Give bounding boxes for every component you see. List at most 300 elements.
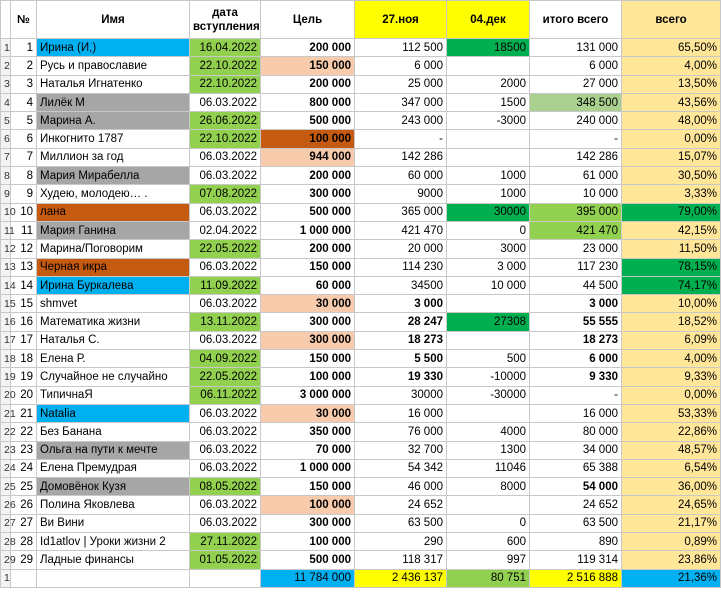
cell-percent[interactable]: 22,86%	[622, 423, 721, 441]
cell-num[interactable]: 25	[11, 478, 37, 496]
row-header[interactable]: 1	[1, 39, 11, 57]
cell-name[interactable]: лана	[37, 203, 190, 221]
cell-num[interactable]: 10	[11, 203, 37, 221]
cell-date[interactable]: 07.08.2022	[190, 185, 261, 203]
table-row	[1, 276, 721, 294]
cell-week2[interactable]	[447, 404, 530, 422]
cell-percent[interactable]: 10,00%	[622, 295, 721, 313]
cell-date[interactable]: 22.10.2022	[190, 130, 261, 148]
cell-name[interactable]: Инкогнито 1787	[37, 130, 190, 148]
cell-total[interactable]: 6 000	[530, 350, 622, 368]
col-header-date[interactable]: дата вступления	[190, 1, 261, 39]
cell-percent[interactable]: 24,65%	[622, 496, 721, 514]
cell-total[interactable]: 44 500	[530, 276, 622, 294]
cell-num[interactable]: 27	[11, 514, 37, 532]
total-sum[interactable]: 2 516 888	[530, 569, 622, 587]
cell-name[interactable]: Ви Вини	[37, 514, 190, 532]
cell-percent[interactable]: 3,33%	[622, 185, 721, 203]
cell-week1[interactable]: 46 000	[355, 478, 447, 496]
cell-total[interactable]: 55 555	[530, 313, 622, 331]
cell-name[interactable]: Мария Мирабелла	[37, 167, 190, 185]
cell-total[interactable]: 395 000	[530, 203, 622, 221]
cell-week2[interactable]: -30000	[447, 386, 530, 404]
total-week1[interactable]: 2 436 137	[355, 569, 447, 587]
cell-empty[interactable]	[37, 569, 190, 587]
cell-date[interactable]: 22.05.2022	[190, 368, 261, 386]
cell-name[interactable]: Полина Яковлева	[37, 496, 190, 514]
cell-total[interactable]: 240 000	[530, 112, 622, 130]
cell-name[interactable]: Id1atlov | Уроки жизни 2	[37, 533, 190, 551]
cell-total[interactable]: 65 388	[530, 459, 622, 477]
cell-goal[interactable]: 200 000	[261, 240, 355, 258]
cell-name[interactable]: Лилёк М	[37, 93, 190, 111]
cell-week2[interactable]: 30000	[447, 203, 530, 221]
cell-goal[interactable]: 800 000	[261, 93, 355, 111]
cell-total[interactable]: -	[530, 130, 622, 148]
cell-total[interactable]: 3 000	[530, 295, 622, 313]
cell-percent[interactable]: 65,50%	[622, 39, 721, 57]
cell-percent[interactable]: 48,57%	[622, 441, 721, 459]
cell-goal[interactable]: 150 000	[261, 350, 355, 368]
table-row	[1, 295, 721, 313]
cell-total[interactable]: 16 000	[530, 404, 622, 422]
cell-date[interactable]: 27.11.2022	[190, 533, 261, 551]
cell-goal[interactable]: 350 000	[261, 423, 355, 441]
cell-week2[interactable]: 18500	[447, 39, 530, 57]
table-row	[1, 203, 721, 221]
cell-date[interactable]: 22.10.2022	[190, 57, 261, 75]
table-row	[1, 57, 721, 75]
cell-total[interactable]: 119 314	[530, 551, 622, 569]
cell-num[interactable]: 2	[11, 57, 37, 75]
cell-name[interactable]: Худею, молодею… .	[37, 185, 190, 203]
cell-num[interactable]: 19	[11, 368, 37, 386]
cell-week1[interactable]: 142 286	[355, 148, 447, 166]
cell-total[interactable]: 131 000	[530, 39, 622, 57]
cell-num[interactable]: 29	[11, 551, 37, 569]
cell-total[interactable]: 80 000	[530, 423, 622, 441]
cell-num[interactable]: 16	[11, 313, 37, 331]
cell-week1[interactable]: 32 700	[355, 441, 447, 459]
table-row	[1, 350, 721, 368]
cell-total[interactable]: 10 000	[530, 185, 622, 203]
cell-date[interactable]: 13.11.2022	[190, 313, 261, 331]
cell-name[interactable]: Елена Р.	[37, 350, 190, 368]
cell-week2[interactable]: 11046	[447, 459, 530, 477]
cell-week1[interactable]: 76 000	[355, 423, 447, 441]
cell-week2[interactable]: -3000	[447, 112, 530, 130]
col-header-goal[interactable]: Цель	[261, 1, 355, 39]
cell-goal[interactable]: 1 000 000	[261, 459, 355, 477]
cell-percent[interactable]: 42,15%	[622, 221, 721, 239]
table-row	[1, 258, 721, 276]
cell-goal[interactable]: 100 000	[261, 368, 355, 386]
cell-num[interactable]: 11	[11, 221, 37, 239]
cell-date[interactable]: 06.03.2022	[190, 423, 261, 441]
cell-num[interactable]: 6	[11, 130, 37, 148]
cell-percent[interactable]: 36,00%	[622, 478, 721, 496]
row-header[interactable]: 19	[1, 368, 11, 386]
totals-row	[1, 569, 721, 587]
cell-date[interactable]: 06.03.2022	[190, 404, 261, 422]
cell-goal[interactable]: 100 000	[261, 130, 355, 148]
cell-num[interactable]: 15	[11, 295, 37, 313]
cell-date[interactable]: 06.03.2022	[190, 459, 261, 477]
cell-percent[interactable]: 4,00%	[622, 350, 721, 368]
cell-goal[interactable]: 150 000	[261, 478, 355, 496]
cell-percent[interactable]: 18,52%	[622, 313, 721, 331]
row-header[interactable]: 14	[1, 276, 11, 294]
cell-num[interactable]: 8	[11, 167, 37, 185]
cell-total[interactable]: 117 230	[530, 258, 622, 276]
cell-week2[interactable]: 10 000	[447, 276, 530, 294]
table-row	[1, 112, 721, 130]
row-header[interactable]: 25	[1, 478, 11, 496]
cell-week1[interactable]: 114 230	[355, 258, 447, 276]
row-header[interactable]: 6	[1, 130, 11, 148]
cell-total[interactable]: 6 000	[530, 57, 622, 75]
row-header[interactable]: 24	[1, 459, 11, 477]
cell-week1[interactable]: 34500	[355, 276, 447, 294]
cell-week2[interactable]	[447, 57, 530, 75]
cell-date[interactable]: 06.03.2022	[190, 496, 261, 514]
cell-date[interactable]: 06.03.2022	[190, 514, 261, 532]
cell-week2[interactable]	[447, 148, 530, 166]
cell-total[interactable]: 34 000	[530, 441, 622, 459]
cell-num[interactable]: 26	[11, 496, 37, 514]
row-header[interactable]: 20	[1, 386, 11, 404]
cell-total[interactable]: 348 500	[530, 93, 622, 111]
row-header[interactable]: 18	[1, 350, 11, 368]
cell-num[interactable]: 21	[11, 404, 37, 422]
cell-week2[interactable]: 27308	[447, 313, 530, 331]
cell-total[interactable]: 23 000	[530, 240, 622, 258]
cell-week2[interactable]: 3 000	[447, 258, 530, 276]
cell-week2[interactable]: 997	[447, 551, 530, 569]
cell-num[interactable]: 17	[11, 331, 37, 349]
cell-name[interactable]: Марина А.	[37, 112, 190, 130]
cell-num[interactable]: 13	[11, 258, 37, 276]
cell-num[interactable]: 12	[11, 240, 37, 258]
cell-goal[interactable]: 500 000	[261, 203, 355, 221]
cell-percent[interactable]: 74,17%	[622, 276, 721, 294]
cell-goal[interactable]: 500 000	[261, 551, 355, 569]
cell-num[interactable]: 1	[11, 39, 37, 57]
cell-name[interactable]: Наталья С.	[37, 331, 190, 349]
cell-percent[interactable]: 0,89%	[622, 533, 721, 551]
cell-name[interactable]: Мария Ганина	[37, 221, 190, 239]
cell-date[interactable]: 08.05.2022	[190, 478, 261, 496]
cell-name[interactable]: Natalia	[37, 404, 190, 422]
table-row	[1, 496, 721, 514]
table-row	[1, 148, 721, 166]
cell-percent[interactable]: 15,07%	[622, 148, 721, 166]
header-row	[1, 1, 721, 39]
cell-percent[interactable]: 53,33%	[622, 404, 721, 422]
cell-total[interactable]: 54 000	[530, 478, 622, 496]
cell-percent[interactable]: 11,50%	[622, 240, 721, 258]
cell-week1[interactable]: 28 247	[355, 313, 447, 331]
cell-goal[interactable]: 3 000 000	[261, 386, 355, 404]
cell-name[interactable]: Ольга на пути к мечте	[37, 441, 190, 459]
cell-name[interactable]: Домовёнок Кузя	[37, 478, 190, 496]
cell-goal[interactable]: 100 000	[261, 496, 355, 514]
col-header-total[interactable]: итого всего	[530, 1, 622, 39]
row-header[interactable]: 4	[1, 93, 11, 111]
cell-empty[interactable]	[190, 569, 261, 587]
cell-week1[interactable]: 6 000	[355, 57, 447, 75]
cell-total[interactable]: 890	[530, 533, 622, 551]
col-header-num[interactable]: №	[11, 1, 37, 39]
cell-date[interactable]: 06.03.2022	[190, 295, 261, 313]
cell-week2[interactable]: 3000	[447, 240, 530, 258]
cell-num[interactable]: 24	[11, 459, 37, 477]
cell-goal[interactable]: 70 000	[261, 441, 355, 459]
table-row	[1, 533, 721, 551]
table-row	[1, 221, 721, 239]
cell-week1[interactable]: 16 000	[355, 404, 447, 422]
table-row	[1, 478, 721, 496]
cell-week1[interactable]: 19 330	[355, 368, 447, 386]
cell-week1[interactable]: -	[355, 130, 447, 148]
cell-week2[interactable]	[447, 496, 530, 514]
total-week2[interactable]: 80 751	[447, 569, 530, 587]
row-header[interactable]: 27	[1, 514, 11, 532]
cell-name[interactable]: Ирина Буркалева	[37, 276, 190, 294]
cell-week2[interactable]: 8000	[447, 478, 530, 496]
cell-date[interactable]: 16.04.2022	[190, 39, 261, 57]
cell-week2[interactable]: -10000	[447, 368, 530, 386]
row-header[interactable]: 2	[1, 57, 11, 75]
row-header[interactable]: 1	[1, 569, 11, 587]
cell-goal[interactable]: 200 000	[261, 167, 355, 185]
cell-goal[interactable]: 500 000	[261, 112, 355, 130]
cell-week2[interactable]: 1000	[447, 167, 530, 185]
cell-num[interactable]: 4	[11, 93, 37, 111]
cell-date[interactable]: 06.03.2022	[190, 93, 261, 111]
cell-percent[interactable]: 6,09%	[622, 331, 721, 349]
row-header[interactable]: 22	[1, 423, 11, 441]
cell-num[interactable]: 7	[11, 148, 37, 166]
cell-week1[interactable]: 30000	[355, 386, 447, 404]
cell-goal[interactable]: 300 000	[261, 185, 355, 203]
cell-date[interactable]: 01.05.2022	[190, 551, 261, 569]
cell-empty[interactable]	[11, 569, 37, 587]
cell-name[interactable]: Русь и православие	[37, 57, 190, 75]
cell-goal[interactable]: 300 000	[261, 514, 355, 532]
cell-date[interactable]: 06.03.2022	[190, 441, 261, 459]
row-header[interactable]: 26	[1, 496, 11, 514]
cell-total[interactable]: 63 500	[530, 514, 622, 532]
cell-week1[interactable]: 243 000	[355, 112, 447, 130]
cell-percent[interactable]: 23,86%	[622, 551, 721, 569]
cell-date[interactable]: 06.03.2022	[190, 148, 261, 166]
table-body	[1, 39, 721, 588]
cell-percent[interactable]: 13,50%	[622, 75, 721, 93]
cell-goal[interactable]: 1 000 000	[261, 221, 355, 239]
cell-week1[interactable]: 63 500	[355, 514, 447, 532]
row-header[interactable]: 11	[1, 221, 11, 239]
row-header[interactable]: 7	[1, 148, 11, 166]
cell-date[interactable]: 06.03.2022	[190, 331, 261, 349]
cell-name[interactable]: Черная икра	[37, 258, 190, 276]
cell-week2[interactable]: 4000	[447, 423, 530, 441]
row-header[interactable]: 23	[1, 441, 11, 459]
cell-num[interactable]: 20	[11, 386, 37, 404]
cell-name[interactable]: Случайное не случайно	[37, 368, 190, 386]
table-row	[1, 459, 721, 477]
cell-total[interactable]: 61 000	[530, 167, 622, 185]
cell-name[interactable]: Без Банана	[37, 423, 190, 441]
cell-week1[interactable]: 9000	[355, 185, 447, 203]
cell-goal[interactable]: 150 000	[261, 57, 355, 75]
cell-goal[interactable]: 60 000	[261, 276, 355, 294]
cell-week2[interactable]	[447, 331, 530, 349]
cell-week1[interactable]: 20 000	[355, 240, 447, 258]
cell-name[interactable]: shmvet	[37, 295, 190, 313]
table-row	[1, 313, 721, 331]
cell-week2[interactable]	[447, 130, 530, 148]
row-header[interactable]: 21	[1, 404, 11, 422]
cell-num[interactable]: 14	[11, 276, 37, 294]
cell-name[interactable]: Наталья Игнатенко	[37, 75, 190, 93]
cell-percent[interactable]: 0,00%	[622, 130, 721, 148]
col-header-percent[interactable]: всего	[622, 1, 721, 39]
cell-week2[interactable]: 600	[447, 533, 530, 551]
cell-goal[interactable]: 100 000	[261, 533, 355, 551]
table-row	[1, 240, 721, 258]
cell-week2[interactable]: 1300	[447, 441, 530, 459]
row-header[interactable]: 12	[1, 240, 11, 258]
cell-date[interactable]: 22.05.2022	[190, 240, 261, 258]
cell-week1[interactable]: 365 000	[355, 203, 447, 221]
cell-percent[interactable]: 9,33%	[622, 368, 721, 386]
cell-name[interactable]: Елена Премудрая	[37, 459, 190, 477]
col-header-week1[interactable]: 27.ноя	[355, 1, 447, 39]
cell-num[interactable]: 28	[11, 533, 37, 551]
cell-week1[interactable]: 347 000	[355, 93, 447, 111]
cell-name[interactable]: Марина/Поговорим	[37, 240, 190, 258]
cell-num[interactable]: 22	[11, 423, 37, 441]
cell-week1[interactable]: 5 500	[355, 350, 447, 368]
row-header[interactable]: 5	[1, 112, 11, 130]
cell-week1[interactable]: 290	[355, 533, 447, 551]
cell-week1[interactable]: 112 500	[355, 39, 447, 57]
cell-week2[interactable]: 0	[447, 221, 530, 239]
cell-name[interactable]: Математика жизни	[37, 313, 190, 331]
cell-total[interactable]: 421 470	[530, 221, 622, 239]
cell-total[interactable]: -	[530, 386, 622, 404]
table-row	[1, 130, 721, 148]
cell-goal[interactable]: 150 000	[261, 258, 355, 276]
cell-name[interactable]: Ирина (И,)	[37, 39, 190, 57]
cell-percent[interactable]: 43,56%	[622, 93, 721, 111]
cell-percent[interactable]: 30,50%	[622, 167, 721, 185]
row-header[interactable]: 9	[1, 185, 11, 203]
cell-week2[interactable]: 0	[447, 514, 530, 532]
cell-date[interactable]: 04.09.2022	[190, 350, 261, 368]
cell-name[interactable]: Ладные финансы	[37, 551, 190, 569]
cell-num[interactable]: 5	[11, 112, 37, 130]
cell-date[interactable]: 11.09.2022	[190, 276, 261, 294]
cell-date[interactable]: 06.11.2022	[190, 386, 261, 404]
table-row	[1, 514, 721, 532]
cell-num[interactable]: 3	[11, 75, 37, 93]
table-row	[1, 368, 721, 386]
row-header[interactable]: 3	[1, 75, 11, 93]
cell-total[interactable]: 142 286	[530, 148, 622, 166]
row-header[interactable]: 10	[1, 203, 11, 221]
cell-total[interactable]: 27 000	[530, 75, 622, 93]
cell-goal[interactable]: 30 000	[261, 404, 355, 422]
cell-percent[interactable]: 21,17%	[622, 514, 721, 532]
cell-goal[interactable]: 300 000	[261, 331, 355, 349]
cell-week2[interactable]: 1000	[447, 185, 530, 203]
col-header-week2[interactable]: 04.дек	[447, 1, 530, 39]
cell-week1[interactable]: 54 342	[355, 459, 447, 477]
cell-week1[interactable]: 118 317	[355, 551, 447, 569]
cell-date[interactable]: 06.03.2022	[190, 258, 261, 276]
row-header[interactable]: 15	[1, 295, 11, 313]
cell-week2[interactable]: 1500	[447, 93, 530, 111]
row-header[interactable]: 17	[1, 331, 11, 349]
cell-date[interactable]: 06.03.2022	[190, 167, 261, 185]
cell-week2[interactable]	[447, 295, 530, 313]
cell-num[interactable]: 23	[11, 441, 37, 459]
cell-date[interactable]: 02.04.2022	[190, 221, 261, 239]
cell-percent[interactable]: 0,00%	[622, 386, 721, 404]
cell-percent[interactable]: 79,00%	[622, 203, 721, 221]
cell-goal[interactable]: 200 000	[261, 39, 355, 57]
table-row	[1, 75, 721, 93]
cell-date[interactable]: 06.03.2022	[190, 203, 261, 221]
cell-percent[interactable]: 48,00%	[622, 112, 721, 130]
cell-week1[interactable]: 3 000	[355, 295, 447, 313]
cell-date[interactable]: 26.06.2022	[190, 112, 261, 130]
row-header[interactable]: 13	[1, 258, 11, 276]
cell-goal[interactable]: 944 000	[261, 148, 355, 166]
cell-week1[interactable]: 60 000	[355, 167, 447, 185]
cell-goal[interactable]: 200 000	[261, 75, 355, 93]
total-percent[interactable]: 21,36%	[622, 569, 721, 587]
row-header[interactable]: 16	[1, 313, 11, 331]
cell-name[interactable]: ТипичнаЯ	[37, 386, 190, 404]
cell-total[interactable]: 18 273	[530, 331, 622, 349]
cell-week1[interactable]: 18 273	[355, 331, 447, 349]
col-header-name[interactable]: Имя	[37, 1, 190, 39]
cell-week2[interactable]: 2000	[447, 75, 530, 93]
cell-percent[interactable]: 6,54%	[622, 459, 721, 477]
cell-goal[interactable]: 300 000	[261, 313, 355, 331]
cell-date[interactable]: 22.10.2022	[190, 75, 261, 93]
cell-week1[interactable]: 24 652	[355, 496, 447, 514]
cell-num[interactable]: 18	[11, 350, 37, 368]
row-header[interactable]: 29	[1, 551, 11, 569]
cell-total[interactable]: 24 652	[530, 496, 622, 514]
cell-week2[interactable]: 500	[447, 350, 530, 368]
cell-name[interactable]: Миллион за год	[37, 148, 190, 166]
cell-num[interactable]: 9	[11, 185, 37, 203]
total-goal[interactable]: 11 784 000	[261, 569, 355, 587]
cell-total[interactable]: 9 330	[530, 368, 622, 386]
cell-goal[interactable]: 30 000	[261, 295, 355, 313]
row-header[interactable]: 28	[1, 533, 11, 551]
cell-percent[interactable]: 78,15%	[622, 258, 721, 276]
row-header[interactable]: 8	[1, 167, 11, 185]
cell-week1[interactable]: 421 470	[355, 221, 447, 239]
cell-week1[interactable]: 25 000	[355, 75, 447, 93]
cell-percent[interactable]: 4,00%	[622, 57, 721, 75]
